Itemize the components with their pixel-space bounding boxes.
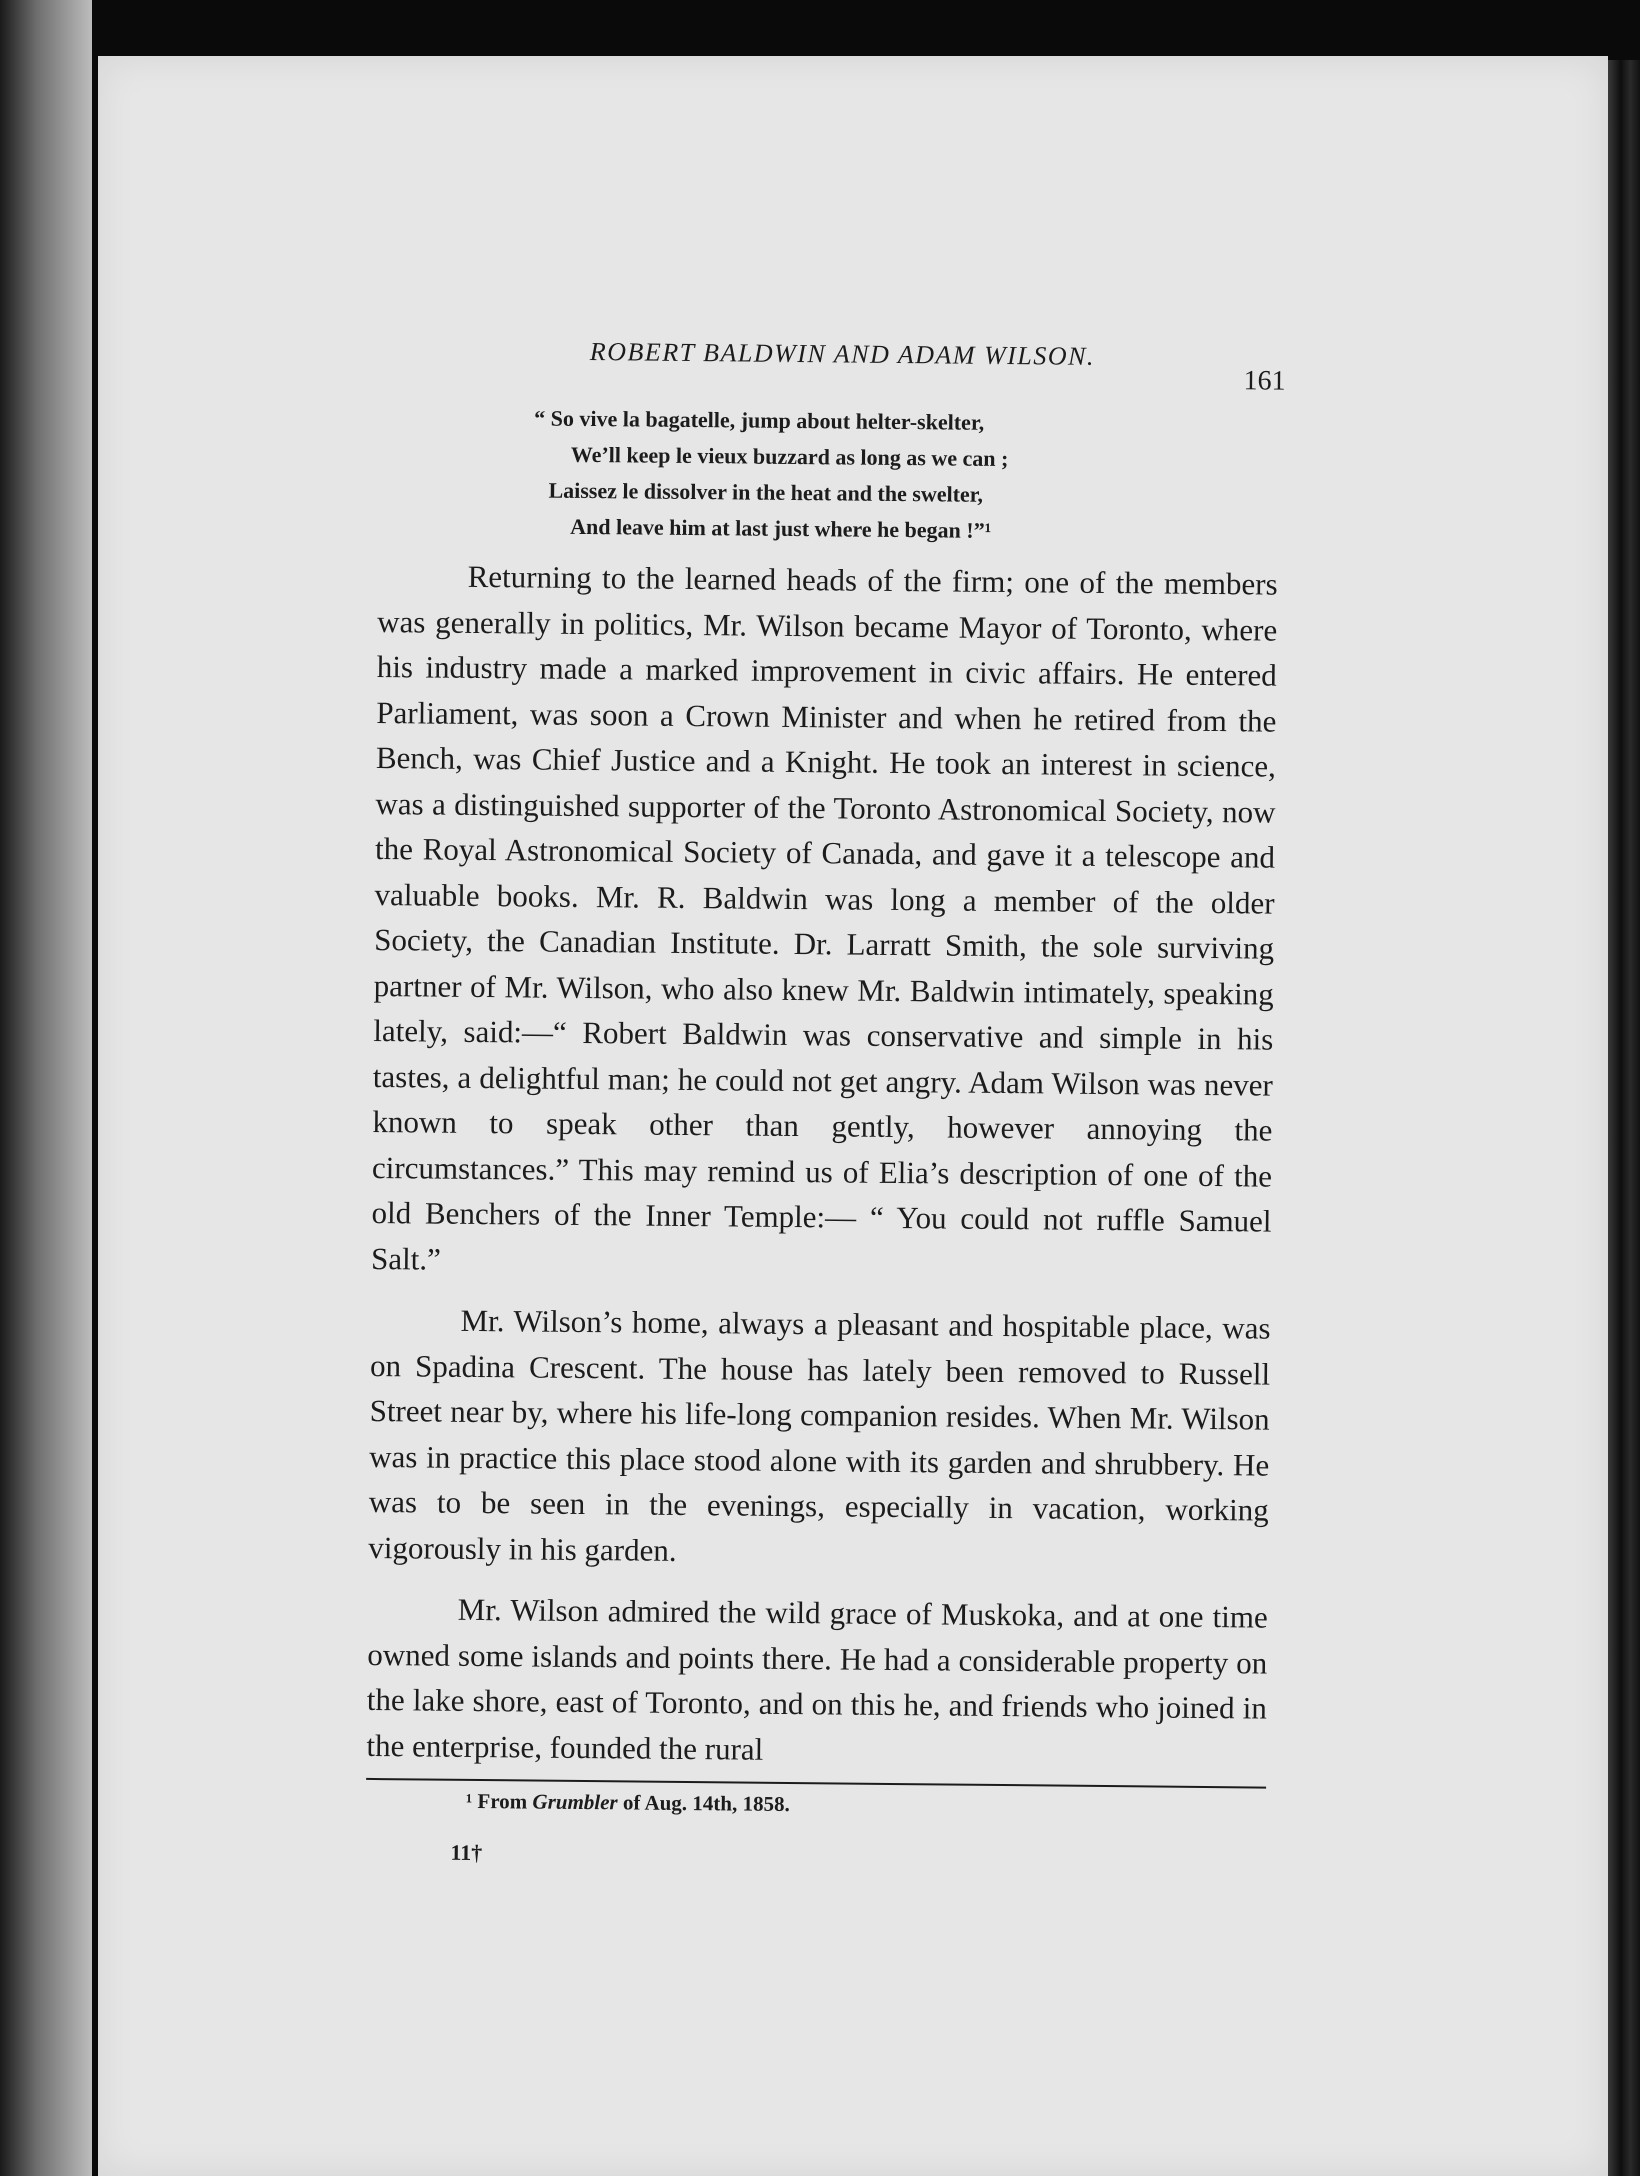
footnote-prefix: From — [477, 1789, 528, 1814]
verse-line: And leave him at last just where he began !”¹ — [570, 513, 992, 543]
verse-line: “ So vive la bagatelle, jump about helter-skelter, — [534, 405, 985, 435]
footnote-rule — [366, 1778, 1266, 1789]
verse-line: We’ll keep le vieux buzzard as long as we can ; — [570, 441, 1009, 472]
facing-page-edge — [0, 0, 92, 2176]
page-text-block — [365, 335, 1286, 1874]
footnote-source: Grumbler — [532, 1789, 618, 1815]
footnote — [366, 1788, 1266, 1822]
footnote-marker: ¹ — [465, 1788, 473, 1813]
running-title: ROBERT BALDWIN AND ADAM WILSON. — [589, 337, 1096, 371]
page-number: 161 — [1243, 365, 1286, 397]
signature-mark: 11† — [450, 1839, 483, 1866]
running-head — [379, 335, 1286, 404]
body-paragraph: Mr. Wilson admired the wild grace of Muskoka, and at one time owned some islands and points there. He had a considerable property on the lake shore, east of Toronto, and on this he, and friends who joined in the enterprise, founded the rural — [366, 1591, 1268, 1767]
body-paragraph: Returning to the learned heads of the firm; one of the members was generally in politics, Mr. Wilson became Mayor of Toronto, where his industry made a marked improvement in civic affairs. He entered Parliament, was soon a Crown Minister and when he retired from the Bench, was Chief Justice and a Knight. He took an interest in science, was a distinguished supporter of the Toronto Astronomical Society, now the Royal Astronomical Society of Canada, and gave it a telescope and valuable books. Mr. R. Baldwin was long a member of the older Society, the Canadian Institute. Dr. Larratt Smith, the sole surviving partner of Mr. Wilson, who also knew Mr. Baldwin intimately, speaking lately, said:—“ Robert Baldwin was conservative and simple in his tastes, a delightful man; he could not get angry. Adam Wilson was never known to speak other than gently, however annoying the circumstances.” This may remind us of Elia’s description of one of the old Benchers of the Inner Temple:— “ You could not ruffle Samuel Salt.” — [370, 558, 1278, 1277]
verse-line: Laissez le dissolver in the heat and the swelter, — [548, 477, 984, 507]
body-paragraph: Mr. Wilson’s home, always a pleasant and hospitable place, was on Spadina Crescent. The house has lately been removed to Russell Street near by, where his life-long companion resides. When Mr. Wilson was in practice this place stood alone with its garden and shrubbery. He was to be seen in the evenings, especially in vacation, working vigorously in his garden. — [368, 1302, 1271, 1568]
footnote-suffix: of Aug. 14th, 1858. — [622, 1790, 790, 1817]
book-spine — [1608, 60, 1640, 2176]
verse-quotation — [378, 399, 1279, 552]
